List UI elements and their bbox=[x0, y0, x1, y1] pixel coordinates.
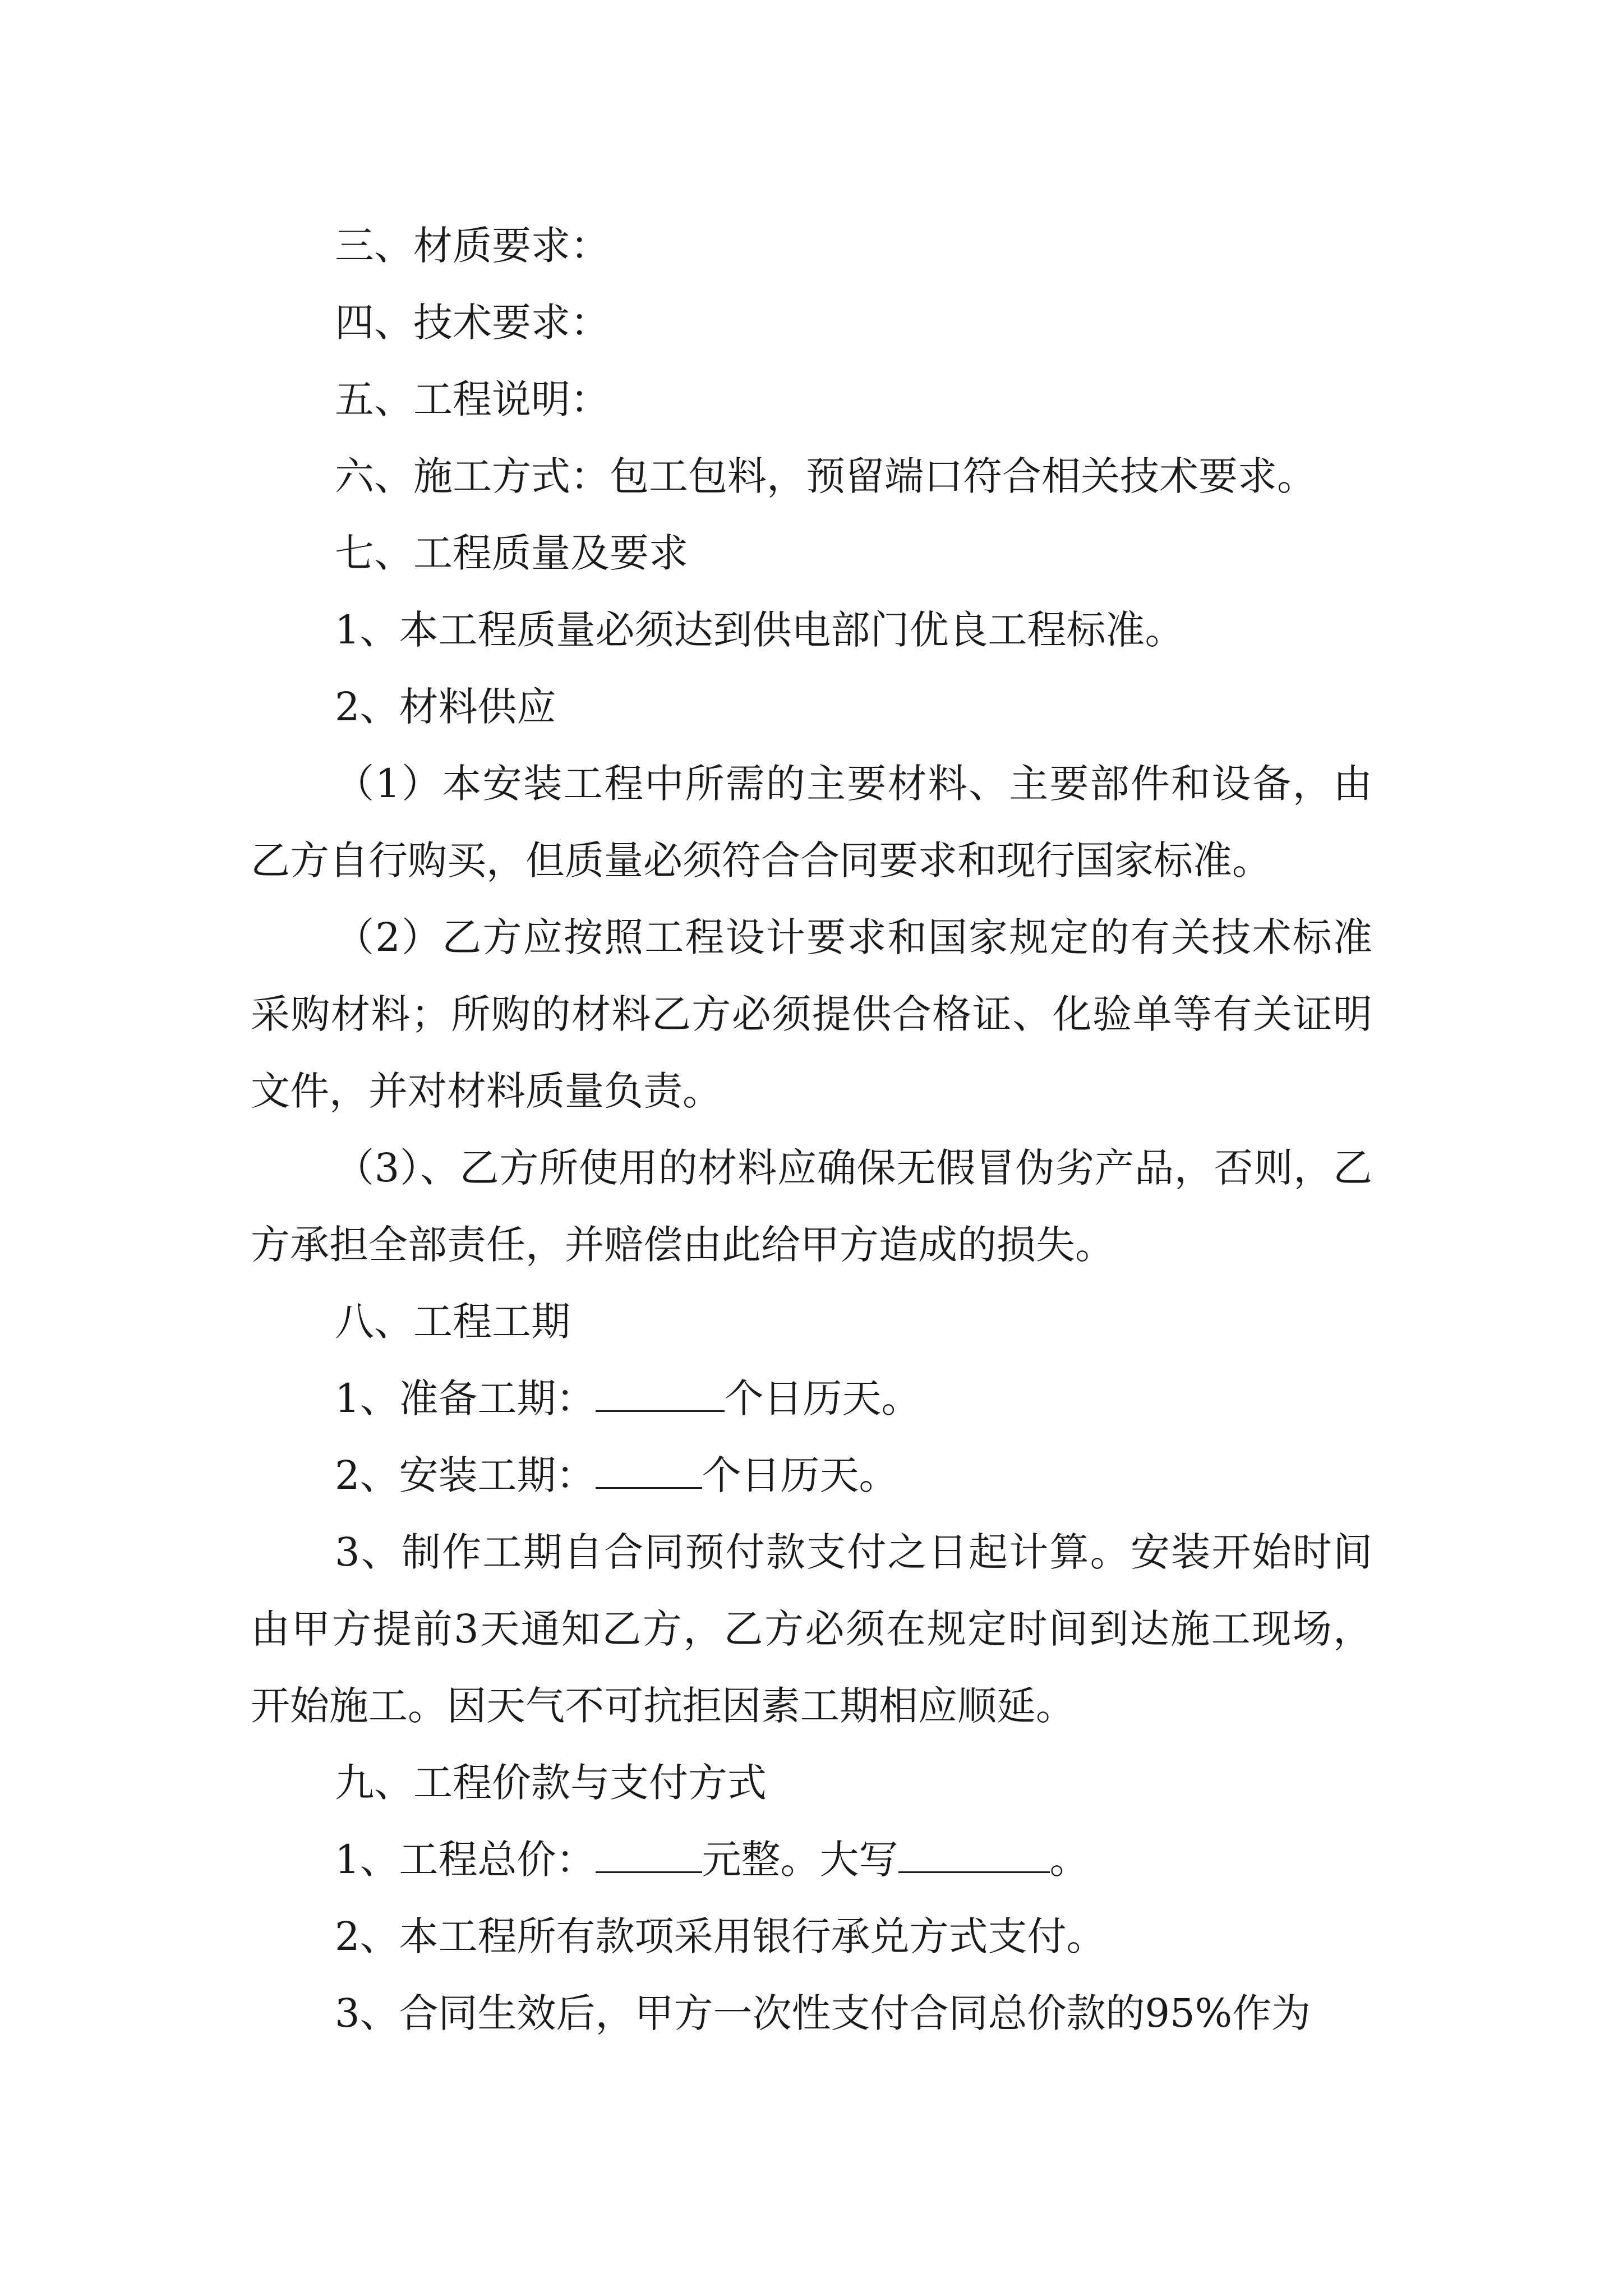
heading-price-and-payment: 九、工程价款与支付方式 bbox=[335, 1760, 767, 1806]
clause-schedule-calculation: 3、制作工期自合同预付款支付之日起计算。安装开始时间由甲方提前3天通知乙方，乙方必须在规定时间到达施工现场，开始施工。因天气不可抗拒因素工期相应顺延。 bbox=[251, 1529, 1372, 1729]
heading-quality-requirements: 七、工程质量及要求 bbox=[335, 530, 688, 576]
heading-technical-requirements: 四、技术要求： bbox=[335, 300, 610, 346]
clause-preparation-period-label: 1、准备工期： bbox=[335, 1375, 596, 1421]
blank-total-price-in-words bbox=[898, 1837, 1050, 1873]
blank-installation-days bbox=[596, 1452, 702, 1489]
clause-total-price bbox=[251, 1821, 1372, 1898]
clause-total-price-unit: 元整。大写 bbox=[702, 1837, 898, 1883]
heading-material-requirements: 三、材质要求： bbox=[335, 223, 610, 269]
clause-quality-standard: 1、本工程质量必须达到供电部门优良工程标准。 bbox=[335, 607, 1184, 653]
clause-preparation-period-unit: 个日历天。 bbox=[724, 1375, 921, 1421]
heading-project-schedule: 八、工程工期 bbox=[335, 1299, 570, 1345]
clause-total-price-end: 。 bbox=[1049, 1837, 1089, 1883]
clause-total-price-label: 1、工程总价： bbox=[335, 1837, 596, 1883]
heading-project-description: 五、工程说明： bbox=[335, 376, 610, 422]
clause-material-supply-1: （1）本安装工程中所需的主要材料、主要部件和设备，由乙方自行购买，但质量必须符合合同要求和现行国家标准。 bbox=[251, 761, 1372, 884]
clause-construction-method: 六、施工方式：包工包料，预留端口符合相关技术要求。 bbox=[335, 453, 1316, 499]
clause-installation-period-unit: 个日历天。 bbox=[702, 1452, 898, 1498]
clause-advance-payment: 3、合同生效后，甲方一次性支付合同总价款的95%作为 bbox=[335, 1990, 1311, 2036]
clause-material-supply-3: （3）、乙方所使用的材料应确保无假冒伪劣产品，否则，乙方承担全部责任，并赔偿由此给甲方造成的损失。 bbox=[251, 1145, 1372, 1268]
heading-material-supply: 2、材料供应 bbox=[335, 684, 556, 730]
clause-preparation-period bbox=[251, 1360, 1372, 1437]
blank-total-price bbox=[596, 1837, 702, 1873]
clause-installation-period bbox=[251, 1437, 1372, 1514]
blank-preparation-days bbox=[596, 1375, 725, 1412]
clause-material-supply-2: （2）乙方应按照工程设计要求和国家规定的有关技术标准采购材料；所购的材料乙方必须提供合格证、化验单等有关证明文件，并对材料质量负责。 bbox=[251, 914, 1372, 1114]
document-body bbox=[251, 208, 1372, 2052]
clause-payment-method: 2、本工程所有款项采用银行承兑方式支付。 bbox=[335, 1913, 1106, 1959]
clause-installation-period-label: 2、安装工期： bbox=[335, 1452, 596, 1498]
